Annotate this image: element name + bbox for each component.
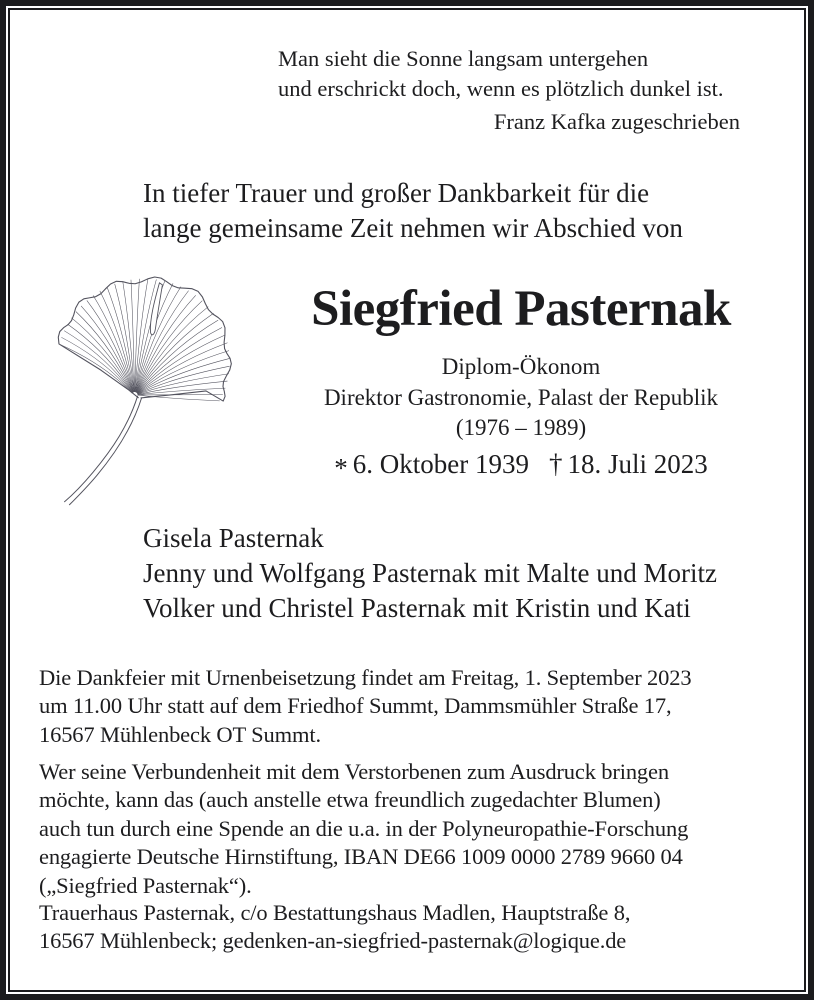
deceased-name: Siegfried Pasternak <box>311 281 731 337</box>
funeral-home-line: Trauerhaus Pasternak, c/o Bestattungshaus Madlen, Hauptstraße 8, <box>39 900 631 925</box>
deceased-titles <box>267 352 775 444</box>
deceased-position: Direktor Gastronomie, Palast der Republik <box>323 384 719 410</box>
funeral-home-line: 16567 Mühlenbeck; gedenken-an-siegfried-pasternak@logique.de <box>39 928 627 954</box>
deceased-title: Diplom-Ökonom <box>441 354 601 379</box>
death-date: 18. Juli 2023 <box>567 449 708 479</box>
service-info-line: Die Dankfeier mit Urnenbeisetzung findet am Freitag, 1. September 2023 <box>39 665 692 690</box>
donation-info-line: („Siegfried Pasternak“). <box>39 872 252 898</box>
epigraph <box>278 44 740 137</box>
ginkgo-leaf-icon <box>55 268 249 506</box>
service-info-line: um 11.00 Uhr statt auf dem Friedhof Summt, Dammsmühler Straße 17, <box>39 693 672 719</box>
death-dagger-symbol: † <box>548 449 563 479</box>
donation-info-line: auch tun durch eine Spende an die u.a. in der Polyneuropathie-Forschung <box>39 815 689 841</box>
epigraph-line-2: und erschrickt doch, wenn es plötzlich dunkel ist. <box>278 76 724 101</box>
mourner-line: Jenny und Wolfgang Pasternak mit Malte und Moritz <box>143 558 717 588</box>
donation-info-line: möchte, kann das (auch anstelle etwa freundlich zugedachter Blumen) <box>39 787 661 813</box>
donation-info-line: Wer seine Verbundenheit mit dem Verstorbenen zum Ausdruck bringen <box>39 759 669 784</box>
deceased-tenure: (1976 – 1989) <box>455 415 587 440</box>
donation-info-line: engagierte Deutsche Hirnstiftung, IBAN DE66 1009 0000 2789 9660 04 <box>39 844 683 870</box>
intro-line-2: lange gemeinsame Zeit nehmen wir Abschied von <box>143 213 683 243</box>
intro-line-1: In tiefer Trauer und großer Dankbarkeit für die <box>143 178 650 208</box>
mourner-line: Volker und Christel Pasternak mit Kristin und Kati <box>143 593 691 623</box>
epigraph-line-1: Man sieht die Sonne langsam untergehen <box>278 46 649 71</box>
donation-info <box>39 758 688 900</box>
service-info <box>39 664 691 749</box>
mourners-list <box>143 521 717 626</box>
life-dates <box>267 449 775 483</box>
service-info-line: 16567 Mühlenbeck OT Summt. <box>39 721 321 747</box>
birth-date: 6. Oktober 1939 <box>352 449 529 479</box>
birth-star-symbol: * <box>334 453 348 483</box>
epigraph-attribution: Franz Kafka zugeschrieben <box>493 109 740 134</box>
funeral-home-info <box>39 899 630 956</box>
mourner-line: Gisela Pasternak <box>143 523 324 553</box>
intro-text <box>143 176 683 246</box>
